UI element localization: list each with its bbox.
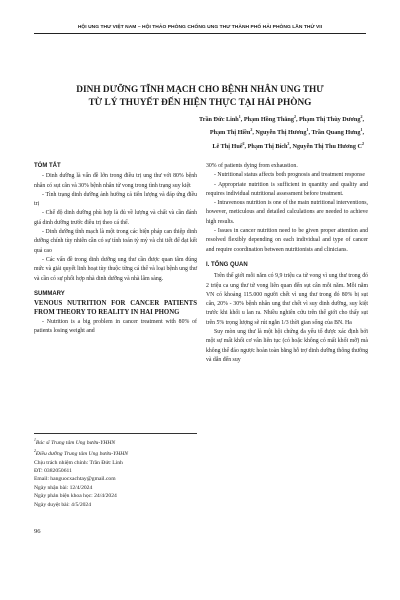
author-line-1 [150, 112, 364, 125]
corresponding-author: Chịu trách nhiệm chính: Trần Đức Linh [34, 459, 123, 466]
author-name: Phạm Thị Hiền [209, 129, 251, 137]
author-separator: , [362, 116, 364, 124]
author-name: Lê Thị Huế [212, 142, 243, 150]
right-column [206, 162, 368, 365]
left-column [34, 162, 197, 336]
date-received: Ngày nhận bài: 12/4/2024 [34, 484, 93, 491]
author-affiliation: 2 [293, 114, 296, 119]
author-name: Phạm Thị Thùy Dương [299, 116, 361, 124]
author-affiliation: 2 [250, 127, 253, 133]
affiliation-1 [34, 436, 197, 447]
author-separator: , [289, 142, 293, 150]
running-head: HỘI UNG THƯ VIỆT NAM – HỘI THẢO PHÒNG CHỐNG UNG THƯ THÀNH PHỐ HẢI PHÒNG LẦN THỨ VII [77, 25, 323, 30]
author-name: Phạm Hồng Thắng [243, 116, 294, 124]
author-line-3 [150, 139, 364, 152]
author-separator: , [308, 129, 312, 137]
phone: ĐT: 0382050611 [34, 467, 72, 474]
author-separator: , [240, 116, 244, 124]
title-line-2: TỪ LÝ THUYẾT ĐẾN HIỆN THỰC TẠI HẢI PHÒNG [88, 97, 312, 108]
summary-en-paragraph: - Nutritional status affects both prognosis and treatment response [214, 172, 365, 179]
body-paragraph: Suy mòn ung thư là một hội chứng đa yếu tố được xác định bởi một sự mất khối cơ vân liên tục (có hoặc không có mất khối mỡ) mà không thể đảo ngược hoàn toàn bằng hỗ trợ dinh dưỡng thông thường và dẫn đến suy [206, 329, 368, 363]
summary-en-heading: SUMMARY [34, 290, 65, 297]
affiliation-text: Điều dưỡng Trung tâm Ung bướu-YHHN [35, 451, 129, 458]
author-affiliation: 1 [238, 114, 241, 119]
author-name: Trần Đức Linh [199, 116, 239, 124]
article-title [40, 84, 360, 109]
english-title: VENOUS NUTRITION FOR CANCER PATIENTS FROM THEORY TO REALITY IN HAI PHONG [34, 300, 197, 317]
body-paragraph: Trên thế giới mỗi năm có 9,9 triệu ca tử vong vì ung thư trong đó 2 triệu ca ung thư tử vong liên quan đến sụt cân mỗi năm. Mỗi năm VN có khoảng 115.000 người chết vì ung thư trong đó 80% bị sụt cân, 20% - 30% bệnh nhân ung thư chết vì suy dinh dưỡng, suy kiệt trước khi khối u lan ra. Nhiều nghiên cứu trên thế giới cho thấy sụt trên 5% trọng lượng sẽ rút ngắn 1/3 thời gian sống của BN. Ha [206, 273, 368, 326]
author-line-2 [150, 125, 364, 138]
email: Email: hanguocxachtay@gmail.com [34, 476, 116, 483]
affiliation-marker: 2 [34, 449, 36, 454]
summary-vi-paragraph: - Tình trạng dinh dưỡng ảnh hưởng cả tiên lượng và đáp ứng điều trị [34, 191, 197, 208]
affiliation-2 [34, 447, 197, 458]
summary-vi-paragraph: - Chế độ dinh dưỡng phù hợp là đủ về lượng và chất và cần đánh giá dinh dưỡng trước điều trị theo cá thể. [34, 210, 197, 226]
author-name: Nguyễn Thị Thu Hương C [292, 142, 362, 150]
author-name: Nguyễn Thị Hương [255, 129, 307, 137]
summary-vi-paragraph: - Các vấn đề trong dinh dưỡng ung thư cần được quan tâm đúng mức và giải quyết linh hoạt tùy thuộc từng cá thể và loại bệnh ung thư và cần có sự phối hợp nhà dinh dưỡng và nhà lâm sàng. [34, 256, 197, 282]
summary-en-paragraph: - Appropriate nutrition is sufficient in quantity and quality and requires individual nutritional assessment before treatment. [206, 181, 368, 197]
summary-vi-heading: TÓM TẮT [34, 163, 61, 169]
author-name: Phạm Thị Bích [247, 142, 288, 150]
summary-en-paragraph: - Issues in cancer nutrition need to be given proper attention and resolved flexibly depending on each individual and type of cancer and require coordination between nutritionists and clinicians. [206, 228, 368, 253]
author-name: Trần Quang Hưng [311, 129, 361, 137]
affiliation-text: Bác sĩ Trung tâm Ung bướu-YHHN [35, 439, 116, 446]
summary-vi-paragraph: - Dinh dưỡng là vấn đề lớn trong điều trị ung thư với 80% bệnh nhân có sụt cân và 30% bệnh nhân tử vong trong tình trạng suy kiệt [34, 173, 197, 189]
summary-vi-paragraph: - Dinh dưỡng tĩnh mạch là một trong các biện pháp can thiệp dinh dưỡng chính tùy nhiên cần có sự tính toán tỷ mỷ và chi tiết để đạt kết quả cao [34, 229, 197, 254]
author-affiliation: 2 [287, 140, 290, 146]
author-affiliation: 1 [360, 127, 363, 133]
author-separator: , [295, 116, 300, 124]
author-affiliation: 1 [306, 127, 309, 133]
author-separator: , [252, 129, 256, 137]
author-list [150, 112, 364, 152]
affiliation-marker: 1 [34, 438, 36, 442]
author-separator: , [362, 129, 364, 137]
header-rule [34, 33, 366, 34]
date-accepted: Ngày duyệt bài: 4/5/2024 [34, 501, 92, 508]
section-heading: I. TỔNG QUAN [206, 261, 248, 268]
page-number: 96 [34, 528, 41, 535]
title-line-1: DINH DƯỠNG TĨNH MẠCH CHO BỆNH NHÂN UNG THƯ [76, 85, 324, 95]
summary-en-paragraph: - Intravenous nutrition is one of the main nutritional interventions, however, meticulous and detailed calculations are needed to achieve high results. [206, 200, 368, 225]
author-affiliation: 2 [360, 114, 363, 119]
footnotes [34, 433, 197, 509]
author-affiliation: 2 [362, 140, 364, 146]
date-reviewed: Ngày phản biện khoa học: 24/4/2024 [34, 493, 117, 500]
summary-en-paragraph: - Nutrition is a big problem in cancer treatment with 80% of patients losing weight and [34, 318, 197, 335]
summary-en-paragraph: 30% of patients dying from exhaustion. [206, 163, 298, 169]
author-separator: , [244, 142, 248, 150]
author-affiliation: 2 [242, 140, 245, 146]
